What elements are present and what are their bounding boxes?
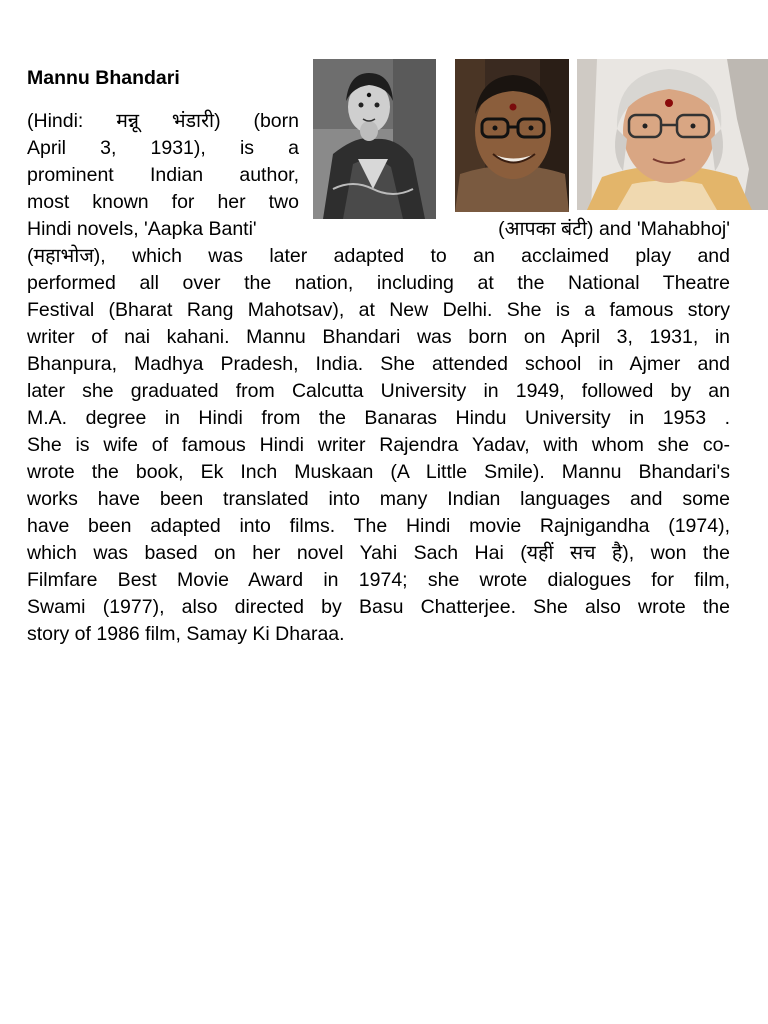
text-line-split	[27, 216, 730, 243]
text-line: (महाभोज), which was later adapted to an acclaimed play and	[27, 245, 730, 267]
text-line: M.A. degree in Hindi from the Banaras Hindu University in 1953 .	[27, 407, 730, 429]
portrait-photo-young	[313, 59, 436, 219]
text-line: story of 1986 film, Samay Ki Dharaa.	[27, 623, 345, 645]
document-title: Mannu Bhandari	[27, 67, 180, 89]
text-line: have been adapted into films. The Hindi movie Rajnigandha (1974),	[27, 515, 730, 537]
text-line: She is wife of famous Hindi writer Rajendra Yadav, with whom she co-	[27, 434, 730, 456]
text-line: (Hindi: मन्नू भंडारी) (born	[27, 110, 299, 132]
text-line-right: (आपका बंटी) and 'Mahabhoj'	[498, 218, 730, 240]
text-line: Swami (1977), also directed by Basu Chatterjee. She also wrote the	[27, 596, 730, 618]
portrait-photo-elderly	[577, 59, 768, 210]
text-line: performed all over the nation, including at the National Theatre	[27, 272, 730, 294]
text-line: prominent Indian author,	[27, 164, 299, 186]
text-line-left: Hindi novels, 'Aapka Banti'	[27, 218, 257, 240]
portrait-photo-middle	[455, 59, 569, 212]
text-line: writer of nai kahani. Mannu Bhandari was born on April 3, 1931, in	[27, 326, 730, 348]
text-line: Filmfare Best Movie Award in 1974; she wrote dialogues for film,	[27, 569, 730, 591]
text-line: April 3, 1931), is a	[27, 137, 299, 159]
text-line: which was based on her novel Yahi Sach Hai (यहीं सच है), won the	[27, 542, 730, 564]
text-line: later she graduated from Calcutta University in 1949, followed by an	[27, 380, 730, 402]
text-line: Festival (Bharat Rang Mahotsav), at New Delhi. She is a famous story	[27, 299, 730, 321]
text-line: works have been translated into many Indian languages and some	[27, 488, 730, 510]
text-line: Bhanpura, Madhya Pradesh, India. She attended school in Ajmer and	[27, 353, 730, 375]
text-line: wrote the book, Ek Inch Muskaan (A Little Smile). Mannu Bhandari's	[27, 461, 730, 483]
text-line: most known for her two	[27, 191, 299, 213]
